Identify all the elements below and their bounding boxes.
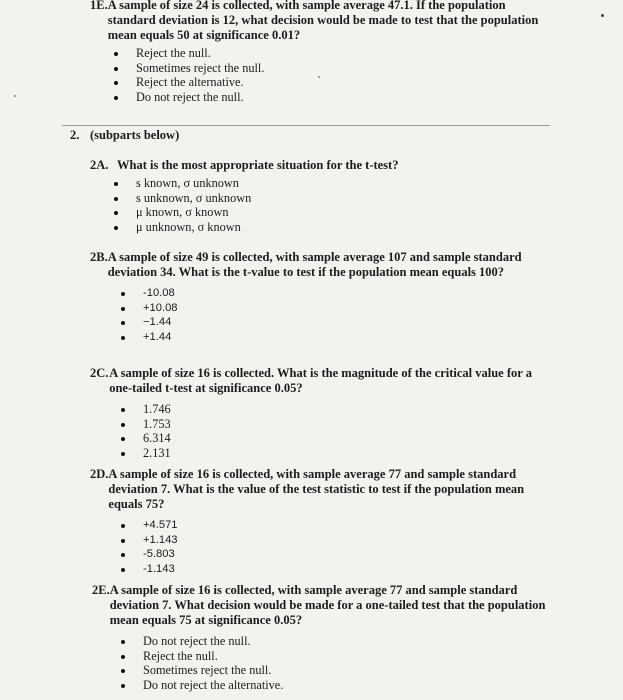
bullet-icon	[121, 669, 125, 673]
answer-option[interactable]: +4.571	[121, 518, 550, 533]
bullet-icon	[114, 52, 118, 56]
bullet-icon	[121, 336, 125, 340]
bullet-icon	[121, 452, 125, 456]
bullet-icon	[121, 524, 125, 528]
bullet-icon	[121, 684, 125, 688]
answer-option[interactable]: +1.143	[121, 533, 550, 548]
answer-option[interactable]: 1.746	[121, 402, 550, 417]
bullet-icon	[121, 655, 125, 659]
bullet-icon	[121, 321, 125, 325]
answer-option[interactable]: Reject the null.	[121, 649, 550, 664]
section-divider	[62, 125, 550, 126]
question-text: What is the most appropriate situation for the t-test?	[117, 158, 399, 172]
answer-options	[121, 518, 550, 576]
answer-options	[121, 402, 550, 460]
answer-option[interactable]: μ unknown, σ known	[114, 220, 550, 235]
bullet-icon	[121, 437, 125, 441]
question-text: A sample of size 16 is collected, with sample average 77 and sample standard deviation 7. What is the value of the test statistic to test if the population mean equals 75?	[108, 467, 525, 511]
stray-mark	[601, 14, 604, 17]
answer-option[interactable]: s unknown, σ unknown	[114, 191, 550, 206]
question-1e	[90, 0, 550, 104]
answer-option[interactable]: 2.131	[121, 446, 550, 461]
question-number: 2D.	[90, 467, 109, 481]
question-number: 2.	[70, 128, 80, 142]
question-number: 2B.	[90, 250, 108, 264]
answer-option[interactable]: -1.143	[121, 562, 550, 577]
question-text: A sample of size 49 is collected, with sample average 107 and sample standard deviation 34. What is the t-value to test if the population mean equals 100?	[107, 250, 522, 279]
answer-option[interactable]: μ known, σ known	[114, 205, 550, 220]
stray-mark	[14, 95, 16, 97]
bullet-icon	[114, 67, 118, 71]
bullet-icon	[114, 226, 118, 230]
answer-options	[121, 286, 550, 344]
question-number: 1E.	[90, 0, 108, 12]
answer-option[interactable]: -10.08	[121, 286, 550, 301]
bullet-icon	[121, 307, 125, 311]
answer-option[interactable]: Do not reject the null.	[114, 90, 550, 105]
answer-option[interactable]: 6.314	[121, 431, 550, 446]
answer-option[interactable]: s known, σ unknown	[114, 176, 550, 191]
answer-option[interactable]: Sometimes reject the null.	[121, 663, 550, 678]
bullet-icon	[114, 211, 118, 215]
answer-option[interactable]: +1.44	[121, 330, 550, 345]
answer-option[interactable]: Reject the alternative.	[114, 75, 550, 90]
bullet-icon	[121, 423, 125, 427]
answer-option[interactable]: 1.753	[121, 417, 550, 432]
bullet-icon	[114, 197, 118, 201]
answer-option[interactable]: Sometimes reject the null.	[114, 61, 550, 76]
question-2c	[90, 366, 550, 460]
question-number: 2C.	[90, 366, 109, 380]
answer-option[interactable]: -5.803	[121, 547, 550, 562]
bullet-icon	[114, 81, 118, 85]
question-2a	[90, 158, 550, 234]
question-text: A sample of size 24 is collected, with sample average 47.1. If the population standard deviation is 12, what decision would be made to test that the population mean equals 50 at significance 0.01?	[107, 0, 539, 42]
bullet-icon	[121, 408, 125, 412]
question-2d	[90, 467, 550, 576]
answer-option[interactable]: Reject the null.	[114, 46, 550, 61]
question-2	[70, 128, 550, 143]
question-2b	[90, 250, 550, 344]
question-text: (subparts below)	[90, 128, 180, 142]
question-text: A sample of size 16 is collected, with sample average 77 and sample standard deviation 7. What decision would be made for a one-tailed test that the population mean equals 75 at significance 0.05?	[109, 583, 546, 627]
bullet-icon	[121, 553, 125, 557]
question-text: A sample of size 16 is collected. What is the magnitude of the critical value for a one-tailed t-test at significance 0.05?	[109, 366, 532, 395]
question-2e	[92, 583, 550, 692]
stray-mark	[318, 76, 320, 78]
bullet-icon	[121, 539, 125, 543]
answer-options	[114, 176, 550, 234]
question-number: 2E.	[92, 583, 110, 597]
bullet-icon	[121, 292, 125, 296]
bullet-icon	[121, 568, 125, 572]
bullet-icon	[114, 182, 118, 186]
question-number: 2A.	[90, 158, 109, 172]
answer-option[interactable]: Do not reject the null.	[121, 634, 550, 649]
bullet-icon	[121, 640, 125, 644]
bullet-icon	[114, 96, 118, 100]
answer-option[interactable]: Do not reject the alternative.	[121, 678, 550, 693]
answer-option[interactable]: +10.08	[121, 301, 550, 316]
answer-option[interactable]: −1.44	[121, 315, 550, 330]
answer-options	[121, 634, 550, 692]
answer-options	[114, 46, 550, 104]
